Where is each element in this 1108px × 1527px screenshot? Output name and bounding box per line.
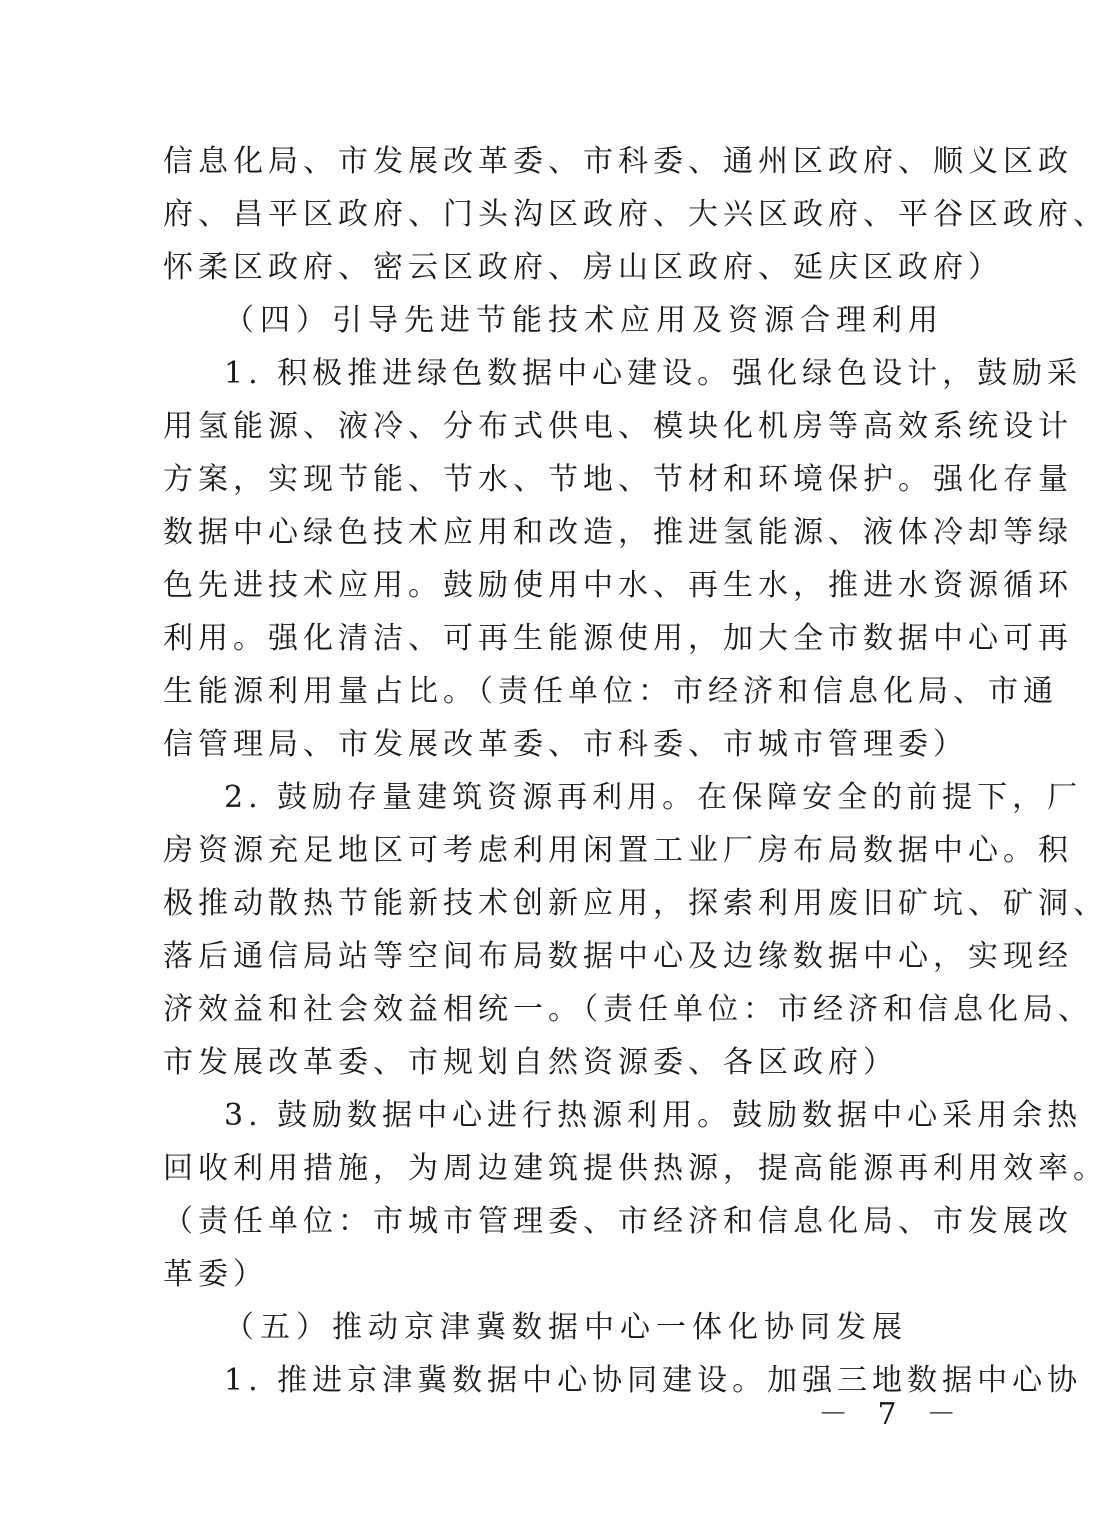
body-text-line: 回收利用措施，为周边建筑提供热源，提高能源再利用效率。 — [163, 1151, 1108, 1186]
body-text-line: 怀柔区政府、密云区政府、房山区政府、延庆区政府） — [163, 250, 1003, 285]
body-text-line: 府、昌平区政府、门头沟区政府、大兴区政府、平谷区政府、 — [163, 197, 1108, 232]
paragraph-first-line: 2. 鼓励存量建筑资源再利用。在保障安全的前提下，厂 — [224, 780, 1083, 815]
body-text-line: 极推动散热节能新技术创新应用，探索利用废旧矿坑、矿洞、 — [163, 886, 1108, 921]
body-text-line: 数据中心绿色技术应用和改造，推进氢能源、液体冷却等绿 — [163, 515, 1073, 550]
body-text-line: 利用。强化清洁、可再生能源使用，加大全市数据中心可再 — [163, 621, 1073, 656]
body-text-line: 色先进技术应用。鼓励使用中水、再生水，推进水资源循环 — [163, 568, 1073, 603]
body-text-line: 济效益和社会效益相统一。（责任单位：市经济和信息化局、 — [163, 992, 1093, 1027]
paragraph-first-line: 1. 积极推进绿色数据中心建设。强化绿色设计，鼓励采 — [224, 356, 1083, 391]
body-text-line: 革委） — [163, 1257, 268, 1292]
section-heading-4: （四）引导先进节能技术应用及资源合理利用 — [224, 303, 944, 338]
body-text-line: 信息化局、市发展改革委、市科委、通州区政府、顺义区政 — [163, 144, 1073, 179]
body-text-line: 信管理局、市发展改革委、市科委、市城市管理委） — [163, 727, 968, 762]
body-text-line: （责任单位：市城市管理委、市经济和信息化局、市发展改 — [163, 1204, 1073, 1239]
body-text-line: 落后通信局站等空间布局数据中心及边缘数据中心，实现经 — [163, 939, 1073, 974]
page-number: － 7 － — [818, 1397, 967, 1432]
paragraph-first-line: 3. 鼓励数据中心进行热源利用。鼓励数据中心采用余热 — [224, 1098, 1083, 1133]
section-heading-5: （五）推动京津冀数据中心一体化协同发展 — [224, 1310, 908, 1345]
body-text-line: 市发展改革委、市规划自然资源委、各区政府） — [163, 1045, 898, 1080]
body-text-line: 生能源利用量占比。（责任单位：市经济和信息化局、市通 — [163, 674, 1058, 709]
body-text-line: 用氢能源、液冷、分布式供电、模块化机房等高效系统设计 — [163, 409, 1073, 444]
paragraph-first-line: 1. 推进京津冀数据中心协同建设。加强三地数据中心协 — [224, 1363, 1083, 1398]
body-text-line: 房资源充足地区可考虑利用闲置工业厂房布局数据中心。积 — [163, 833, 1073, 868]
body-text-line: 方案，实现节能、节水、节地、节材和环境保护。强化存量 — [163, 462, 1073, 497]
